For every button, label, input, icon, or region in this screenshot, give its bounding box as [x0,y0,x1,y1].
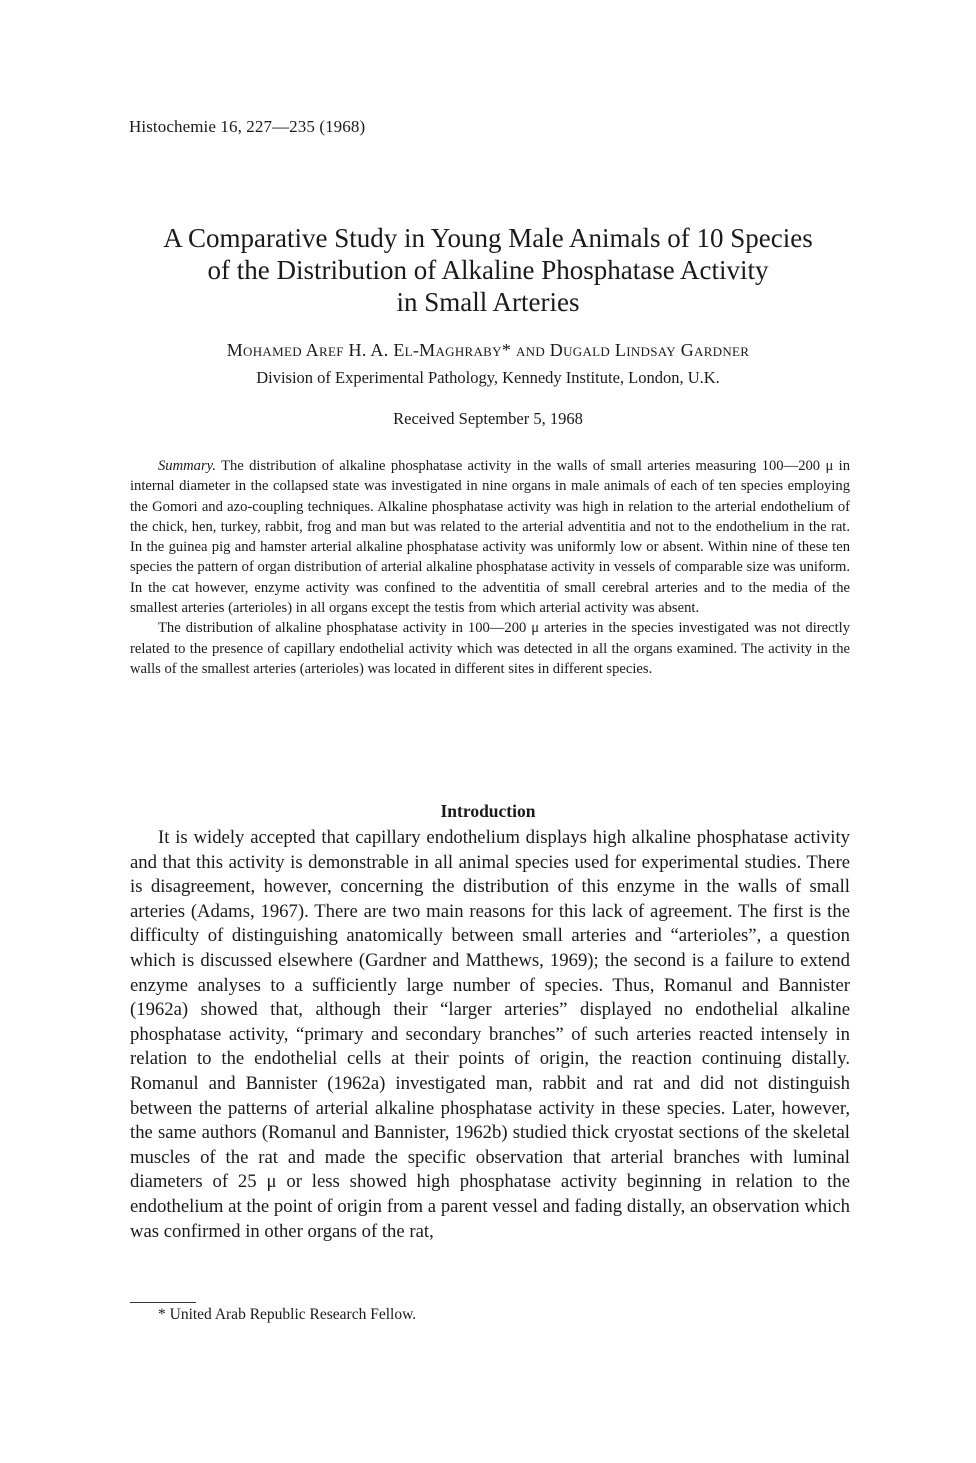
title-line: in Small Arteries [396,287,580,317]
summary-section [130,456,850,679]
authors: Mohamed Aref H. A. El-Maghraby* and Dugald Lindsay Gardner [226,340,750,360]
summary-text: The distribution of alkaline phosphatase activity in the walls of small arteries measuring 100—200 μ in internal diameter in the collapsed state was investigated in nine organs in male animals of each of ten species employing the Gomori and azo-coupling techniques. Alkaline phosphatase activity was high in relation to the arterial endothelium of the chick, hen, turkey, rabbit, frog and man but was related to the arterial adventitia and not to the endothelium in the rat. In the guinea pig and hamster arterial alkaline phosphatase activity was uniformly low or absent. Within nine of these ten species the pattern of organ distribution of arterial alkaline phosphatase activity in vessels of comparable size was uniform. In the cat however, enzyme activity was confined to the adventitia of small cerebral arteries and to the media of the smallest arteries (arterioles) in all organs except the testis from which arterial activity was absent. [130,458,850,617]
introduction-body [130,826,850,1244]
title-line: A Comparative Study in Young Male Animals of 10 Species [163,223,813,253]
summary-paragraph: The distribution of alkaline phosphatase activity in 100—200 μ arteries in the species investigated was not directly related to the presence of capillary endothelial activity which was detected in all the organs examined. The activity in the walls of the smallest arteries (arterioles) was located in different sites in different species. [130,620,850,677]
affiliation: Division of Experimental Pathology, Kennedy Institute, London, U.K. [256,368,720,387]
footnote-divider [130,1302,196,1303]
summary-label: Summary. [158,458,216,474]
footnote: * United Arab Republic Research Fellow. [158,1306,417,1323]
article-title [100,222,876,318]
introduction-heading: Introduction [440,801,536,821]
introduction-paragraph: It is widely accepted that capillary endothelium displays high alkaline phosphatase activity and that this activity is demonstrable in all animal species used for experimental studies. There is disagreement, however, concerning the distribution of this enzyme in the walls of small arteries (Adams, 1967). There are two main reasons for this lack of agreement. The first is the difficulty of distinguishing anatomically between small arteries and “arterioles”, a question which is discussed elsewhere (Gardner and Matthews, 1969); the second is a failure to extend enzyme analyses to a sufficiently large number of species. Thus, Romanul and Bannister (1962a) showed that, although their “larger arteries” displayed no endothelial alkaline phosphatase activity, “primary and secondary branches” of such arteries reacted intensely in relation to the endothelial cells at their points of origin, the reaction continuing distally. Romanul and Bannister (1962a) investigated man, rabbit and rat and did not distinguish between the patterns of arterial alkaline phosphatase activity in these species. Later, however, the same authors (Romanul and Bannister, 1962b) studied thick cryostat sections of the skeletal muscles of the rat and made the specific observation that arterial branches with luminal diameters of 25 μ or less showed high phosphatase activity beginning in relation to the endothelium at the point of origin from a parent vessel and fading distally, an observation which was confirmed in other organs of the rat, [130,827,850,1242]
summary-paragraph [130,456,850,618]
received-date: Received September 5, 1968 [393,409,583,428]
journal-reference: Histochemie 16, 227—235 (1968) [129,117,366,136]
title-line: of the Distribution of Alkaline Phosphatase Activity [207,255,769,285]
